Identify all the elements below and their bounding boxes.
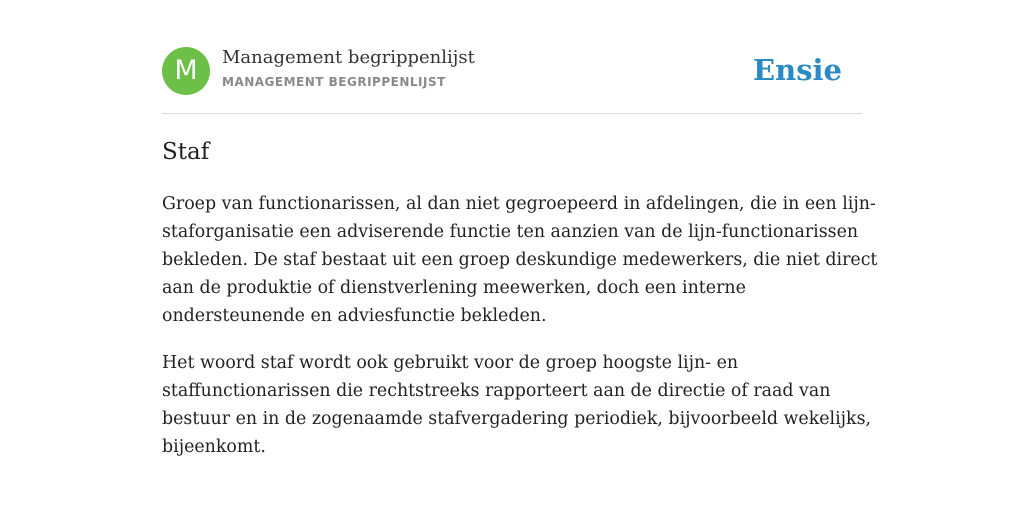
source-name-link[interactable]: Management begrippenlijst [222, 47, 475, 68]
definition-paragraph-2 [162, 349, 872, 461]
text-line: ondersteunende en adviesfunctie bekleden. [162, 306, 547, 326]
text-line: Het woord staf wordt ook gebruikt voor de groep hoogste lijn- en [162, 353, 739, 373]
source-avatar[interactable]: M [162, 47, 210, 95]
text-line: bestuur en in de zogenaamde stafvergadering periodiek, bijvoorbeeld wekelijks, [162, 409, 872, 429]
definition-body [162, 190, 878, 480]
definition-paragraph-1 [162, 190, 878, 330]
text-line: aan de produktie of dienstverlening meewerken, doch een interne [162, 278, 746, 298]
text-line: staffunctionarissen die rechtstreeks rapporteert aan de directie of raad van [162, 381, 831, 401]
text-line: bijeenkomt. [162, 437, 266, 457]
definition-card [162, 46, 878, 457]
source-header [162, 46, 862, 96]
text-line: bekleden. De staf bestaat uit een groep deskundige medewerkers, die niet direct [162, 250, 878, 270]
header-divider [162, 113, 862, 114]
source-subtitle: MANAGEMENT BEGRIPPENLIJST [222, 75, 446, 89]
term-title: Staf [162, 139, 210, 165]
ensie-logo[interactable]: Ensie [753, 53, 842, 87]
text-line: staforganisatie een adviserende functie ten aanzien van de lijn-functionarissen [162, 222, 859, 242]
text-line: Groep van functionarissen, al dan niet gegroepeerd in afdelingen, die in een lijn- [162, 194, 876, 214]
